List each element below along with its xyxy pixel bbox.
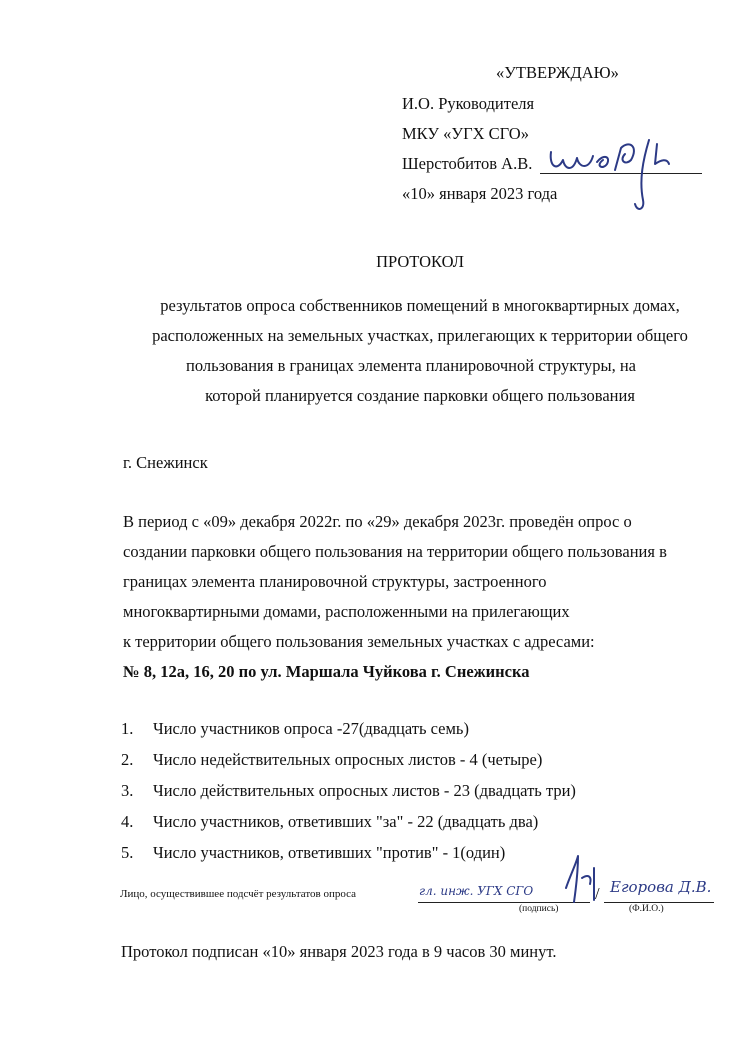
document-heading: ПРОТОКОЛ	[376, 252, 464, 271]
approval-title: «УТВЕРЖДАЮ»	[496, 63, 619, 82]
counter-name-line	[604, 902, 714, 903]
result-text: Число действительных опросных листов - 23 (двадцать три)	[153, 781, 576, 800]
approval-signature	[545, 130, 695, 215]
result-text: Число участников опроса -27(двадцать семь)	[153, 719, 469, 738]
result-text: Число недействительных опросных листов - 4 (четыре)	[153, 750, 543, 769]
body-line: многоквартирными домами, расположенными на прилегающих	[123, 602, 570, 621]
address-line: № 8, 12а, 16, 20 по ул. Маршала Чуйкова г. Снежинска	[123, 662, 530, 681]
approval-position-line1: И.О. Руководителя	[402, 94, 535, 113]
result-item	[121, 812, 538, 832]
result-number: 3.	[121, 781, 134, 800]
approval-signer: Шерстобитов А.В.	[402, 154, 533, 173]
approval-date: «10» января 2023 года	[402, 184, 558, 203]
subtitle-line: расположенных на земельных участках, прилегающих к территории общего	[152, 326, 688, 345]
result-item	[121, 781, 576, 801]
result-item	[121, 719, 469, 739]
result-item	[121, 843, 505, 863]
subtitle-line: пользования в границах элемента планировочной структуры, на	[186, 356, 636, 375]
counter-signature	[560, 848, 610, 908]
result-item	[121, 750, 542, 770]
result-text: Число участников, ответивших "против" - 1(один)	[153, 843, 506, 862]
body-line: границах элемента планировочной структуры, застроенного	[123, 572, 547, 591]
counter-slash: /	[595, 884, 600, 903]
name-caption: (Ф.И.О.)	[629, 904, 664, 914]
subtitle-line: результатов опроса собственников помещений в многоквартирных домах,	[160, 296, 680, 315]
result-text: Число участников, ответивших "за" - 22 (двадцать два)	[153, 812, 539, 831]
subtitle-line: которой планируется создание парковки общего пользования	[205, 386, 635, 405]
city: г. Снежинск	[123, 453, 208, 472]
signature-caption: (подпись)	[519, 904, 559, 914]
result-number: 5.	[121, 843, 134, 862]
body-line: к территории общего пользования земельных участках с адресами:	[123, 632, 595, 651]
body-line: В период с «09» декабря 2022г. по «29» декабря 2023г. проведён опрос о	[123, 512, 632, 531]
counter-handwritten-name: Егорова Д.В.	[610, 878, 712, 896]
counter-handwritten-position: гл. инж. УГХ СГО	[419, 884, 534, 898]
result-number: 2.	[121, 750, 134, 769]
counter-label: Лицо, осуществившее подсчёт результатов опроса	[120, 888, 357, 900]
body-line: создании парковки общего пользования на территории общего пользования в	[123, 542, 667, 561]
result-number: 1.	[121, 719, 134, 738]
result-number: 4.	[121, 812, 134, 831]
approval-position-line2: МКУ «УГХ СГО»	[402, 124, 529, 143]
signing-note: Протокол подписан «10» января 2023 года в 9 часов 30 минут.	[121, 942, 557, 961]
